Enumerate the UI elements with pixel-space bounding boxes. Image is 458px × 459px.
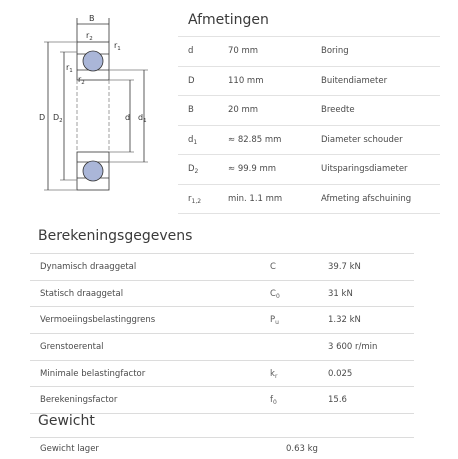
afmetingen-row — [178, 96, 440, 126]
label-r2: $r_2$ — [86, 31, 93, 42]
afmetingen-description: Breedte — [321, 105, 355, 115]
afmetingen-row — [178, 67, 440, 97]
ball-bottom — [83, 161, 103, 181]
afmetingen-description: Uitsparingsdiameter — [321, 164, 408, 174]
berekening-value: 3 600 r/min — [328, 342, 378, 353]
afmetingen-symbol: $d_1$ — [188, 134, 198, 146]
bearing-cross-section-svg — [30, 8, 160, 208]
berekening-table — [30, 253, 414, 414]
afmetingen-description: Buitendiameter — [321, 75, 388, 86]
ball-top — [83, 51, 103, 71]
afmetingen-description: Afmeting afschuining — [321, 193, 412, 204]
berekening-value: 31 kN — [328, 288, 353, 299]
berekening-row — [30, 307, 414, 334]
gewicht-name: Gewicht lager — [40, 444, 99, 454]
berekening-title: Berekeningsgegevens — [38, 228, 193, 244]
berekening-name: Berekeningsfactor — [40, 395, 118, 406]
afmetingen-value: ≈ 82.85 mm — [228, 134, 282, 145]
berekening-row — [30, 361, 414, 388]
afmetingen-title: Afmetingen — [188, 12, 269, 28]
afmetingen-symbol: d — [188, 46, 194, 56]
afmetingen-description: Boring — [321, 46, 349, 56]
label-r2-inner: $r_2$ — [78, 75, 85, 86]
berekening-name: Minimale belastingfactor — [40, 368, 146, 379]
berekening-value: 0.025 — [328, 368, 353, 379]
berekening-symbol: $P_u$ — [270, 315, 279, 327]
afmetingen-row — [178, 126, 440, 156]
berekening-row — [30, 334, 414, 361]
gewicht-value: 0.63 kg — [286, 444, 318, 454]
label-d1: $d_1$ — [138, 113, 147, 124]
afmetingen-row — [178, 155, 440, 185]
afmetingen-value: 110 mm — [228, 75, 264, 86]
afmetingen-value: ≈ 99.9 mm — [228, 164, 277, 174]
berekening-symbol: C — [270, 262, 276, 272]
afmetingen-symbol: $r_{1,2}$ — [188, 193, 202, 205]
label-D: D — [39, 113, 46, 122]
afmetingen-row — [178, 36, 440, 67]
berekening-name: Statisch draaggetal — [40, 288, 124, 299]
berekening-row — [30, 387, 414, 414]
afmetingen-value: 70 mm — [228, 46, 259, 56]
berekening-row — [30, 281, 414, 308]
berekening-name: Dynamisch draaggetal — [40, 262, 137, 272]
berekening-value: 15.6 — [328, 395, 347, 406]
gewicht-title: Gewicht — [38, 413, 95, 429]
bearing-diagram — [30, 8, 160, 208]
afmetingen-symbol: $D_2$ — [188, 164, 199, 175]
label-D2: $D_2$ — [53, 113, 63, 124]
label-r1-left: $r_1$ — [66, 63, 73, 74]
afmetingen-symbol: D — [188, 75, 195, 86]
afmetingen-row — [178, 185, 440, 215]
berekening-value: 39.7 kN — [328, 262, 361, 272]
afmetingen-table — [178, 36, 440, 214]
afmetingen-value: min. 1.1 mm — [228, 193, 283, 204]
afmetingen-symbol: B — [188, 105, 194, 115]
berekening-name: Vermoeiingsbelastinggrens — [40, 315, 156, 326]
afmetingen-description: Diameter schouder — [321, 134, 403, 145]
berekening-row — [30, 253, 414, 281]
berekening-value: 1.32 kN — [328, 315, 361, 326]
label-r1-top: $r_1$ — [114, 41, 121, 52]
label-B: B — [89, 14, 95, 23]
berekening-symbol: $k_r$ — [270, 368, 278, 380]
afmetingen-value: 20 mm — [228, 105, 259, 115]
berekening-symbol: $C_0$ — [270, 288, 280, 300]
berekening-symbol: $f_0$ — [270, 395, 277, 407]
gewicht-table — [30, 437, 414, 459]
label-d: d — [125, 113, 131, 122]
gewicht-row — [30, 437, 414, 459]
berekening-name: Grenstoerental — [40, 342, 104, 353]
